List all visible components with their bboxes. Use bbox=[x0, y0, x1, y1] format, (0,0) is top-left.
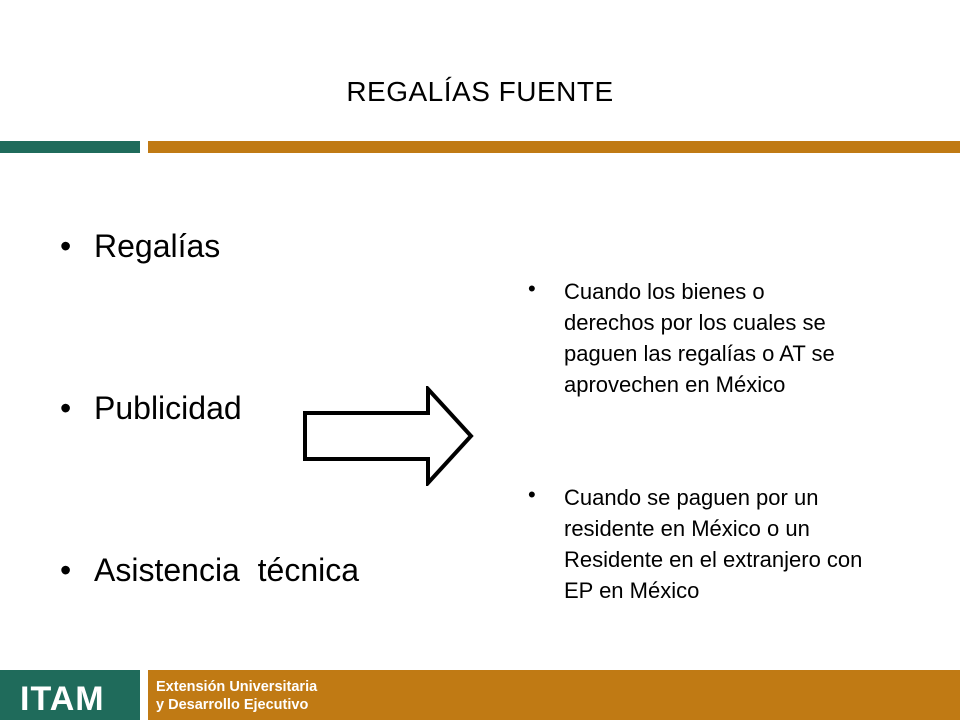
bullet-icon: • bbox=[60, 390, 72, 426]
logo-text: ITAM bbox=[20, 680, 105, 718]
list-item bbox=[60, 228, 220, 265]
bullet-icon: • bbox=[528, 482, 536, 507]
title-rule-green bbox=[0, 141, 140, 153]
item-text: Cuando se paguen por un residente en México o un Residente en el extranjero con EP en México bbox=[564, 485, 863, 603]
list-item bbox=[528, 276, 878, 400]
footer-bar bbox=[0, 670, 960, 720]
item-label: Publicidad bbox=[94, 390, 242, 426]
list-item bbox=[60, 390, 242, 427]
bullet-icon: • bbox=[60, 228, 72, 264]
itam-logo bbox=[14, 670, 140, 720]
title-rule-gold bbox=[148, 141, 960, 153]
item-text: Cuando los bienes o derechos por los cuales se paguen las regalías o AT se aprovechen en México bbox=[564, 279, 835, 397]
item-label: Asistencia técnica bbox=[94, 552, 360, 588]
footer-line1: Extensión Universitaria bbox=[156, 679, 318, 695]
footer-separator bbox=[140, 670, 148, 720]
list-item bbox=[528, 482, 878, 606]
right-arrow-icon bbox=[300, 386, 480, 486]
footer-caption bbox=[156, 678, 317, 714]
footer-line2: y Desarrollo Ejecutivo bbox=[156, 697, 309, 713]
slide-title: REGALÍAS FUENTE bbox=[346, 76, 614, 107]
list-item bbox=[60, 552, 359, 589]
bullet-icon: • bbox=[528, 276, 536, 301]
bullet-icon: • bbox=[60, 552, 72, 588]
item-label: Regalías bbox=[94, 228, 221, 264]
